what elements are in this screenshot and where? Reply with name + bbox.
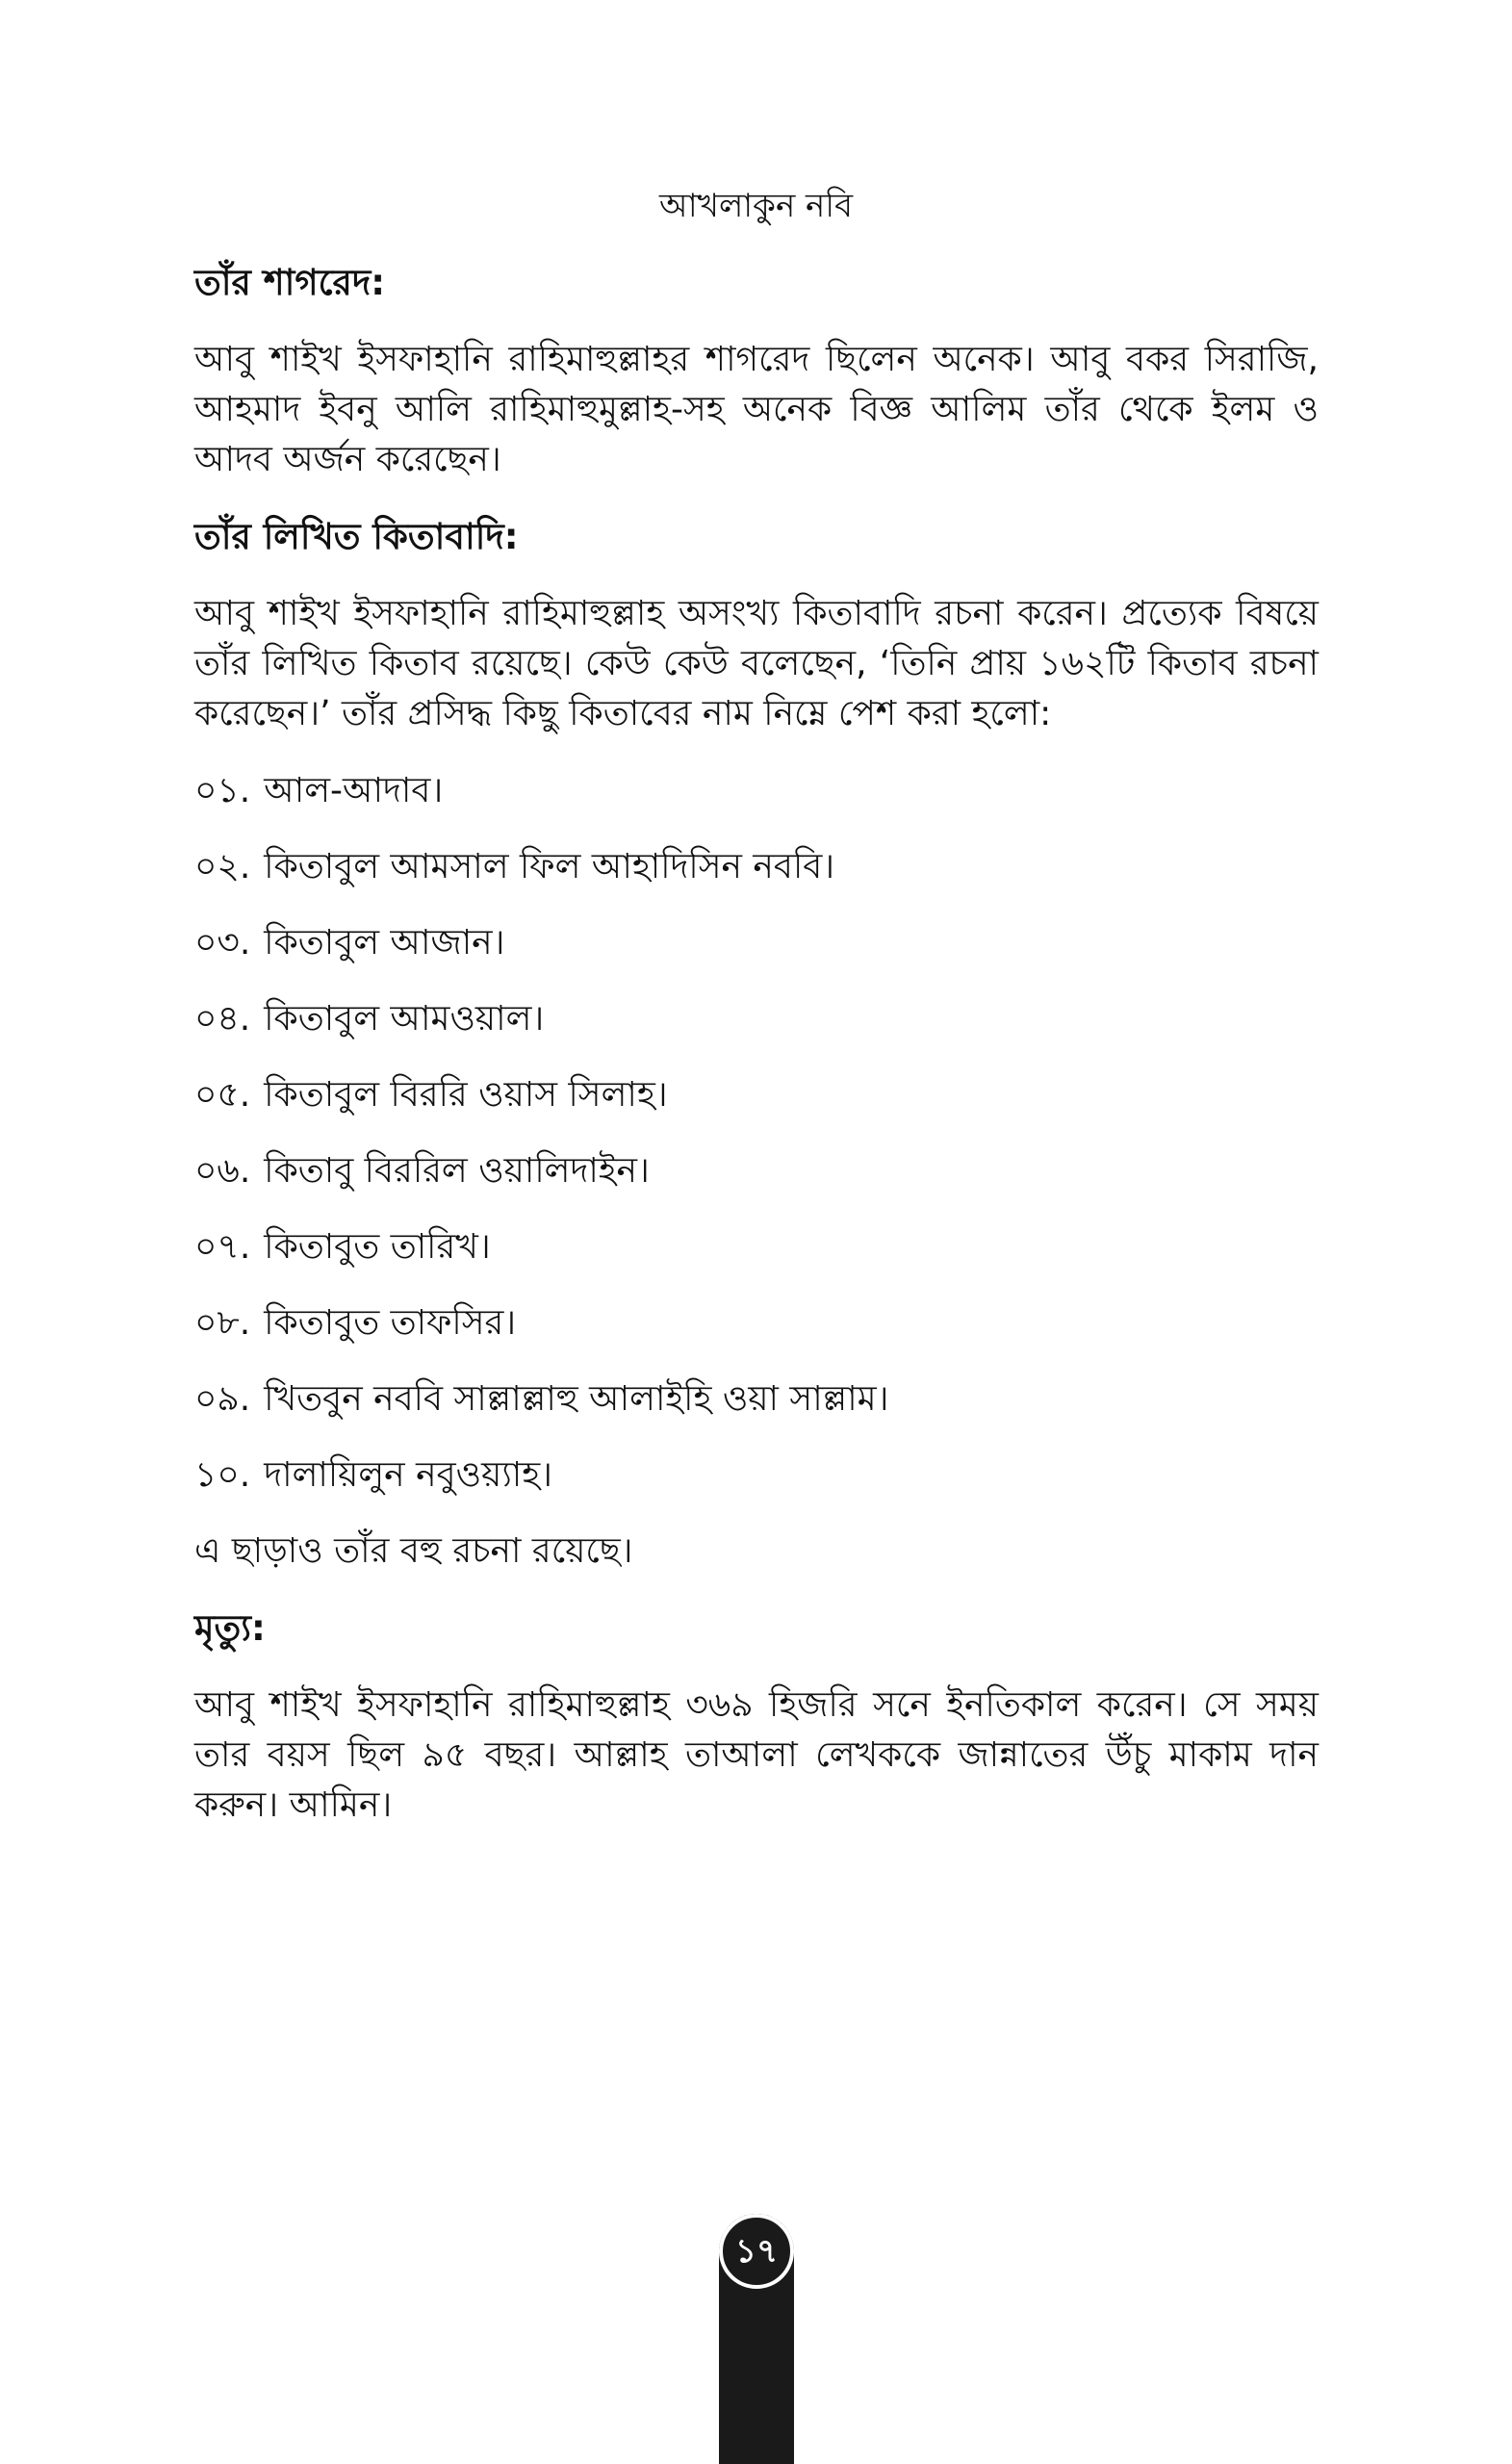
death-paragraph: আবু শাইখ ইসফাহানি রাহিমাহুল্লাহ ৩৬৯ হিজরি সনে ইনতিকাল করেন। সে সময় তার বয়স ছিল ৯৫ বছর। আল্লাহ তাআলা লেখককে জান্নাতের উঁচু মাকাম দান করুন। আমিন। — [194, 1685, 1319, 1825]
section-heading-students: তাঁর শাগরেদ: — [194, 262, 386, 303]
section-heading-books: তাঁর লিখিত কিতাবাদি: — [194, 516, 519, 557]
list-item-title: কিতাবু বিররিল ওয়ালিদাইন। — [264, 1151, 650, 1191]
list-item-title: কিতাবুল আমওয়াল। — [264, 999, 545, 1039]
list-item — [194, 1374, 1319, 1424]
list-item-title: কিতাবুত তারিখ। — [264, 1227, 491, 1267]
list-item-title: কিতাবুত তাফসির। — [264, 1303, 517, 1343]
book-list — [194, 766, 1319, 1501]
list-item-number: ০৯. — [194, 1379, 251, 1419]
list-item-number: ০৬. — [194, 1151, 251, 1191]
list-item — [194, 842, 1319, 892]
list-item — [194, 1070, 1319, 1120]
list-item-title: দালায়িলুন নবুওয়্যাহ। — [264, 1455, 552, 1495]
list-item — [194, 918, 1319, 968]
students-paragraph: আবু শাইখ ইসফাহানি রাহিমাহুল্লাহর শাগরেদ ছিলেন অনেক। আবু বকর সিরাজি, আহমাদ ইবনু আলি রাহিমাহুমুল্লাহ-সহ অনেক বিজ্ঞ আলিম তাঁর থেকে ইলম ও আদব অর্জন করেছেন। — [194, 340, 1319, 479]
books-paragraph: আবু শাইখ ইসফাহানি রাহিমাহুল্লাহ অসংখ্য কিতাবাদি রচনা করেন। প্রত্যেক বিষয়ে তাঁর লিখিত কিতাব রয়েছে। কেউ কেউ বলেছেন, ‘তিনি প্রায় ১৬২টি কিতাব রচনা করেছেন।’ তাঁর প্রসিদ্ধ কিছু কিতাবের নাম নিম্নে পেশ করা হলো: — [194, 594, 1319, 733]
list-item-number: ০৭. — [194, 1227, 251, 1267]
list-item-title: কিতাবুল আজান। — [264, 923, 505, 962]
list-item-number: ১০. — [194, 1455, 251, 1495]
list-item-title: কিতাবুল আমসাল ফিল আহাদিসিন নববি। — [264, 847, 835, 886]
page-content — [194, 258, 1319, 1858]
list-item-number: ০২. — [194, 847, 251, 886]
page-number-badge: ১৭ — [719, 2214, 794, 2289]
list-item-number: ০৮. — [194, 1303, 251, 1343]
list-item — [194, 1222, 1319, 1272]
list-item — [194, 1450, 1319, 1501]
list-item-number: ০৫. — [194, 1075, 251, 1115]
list-item — [194, 994, 1319, 1044]
section-heading-death: মৃত্যু: — [194, 1607, 266, 1649]
list-item-number: ০১. — [194, 771, 251, 810]
list-item-number: ০৩. — [194, 923, 251, 962]
list-item-title: খিতবুন নববি সাল্লাল্লাহু আলাইহি ওয়া সাল্লাম। — [264, 1379, 889, 1419]
list-item-title: কিতাবুল বিররি ওয়াস সিলাহ। — [264, 1075, 668, 1115]
list-item-number: ০৪. — [194, 999, 251, 1039]
running-header: আখলাকুন নবি — [658, 187, 853, 225]
list-item — [194, 1298, 1319, 1348]
list-item — [194, 766, 1319, 816]
list-item-title: আল-আদাব। — [264, 771, 444, 810]
list-item — [194, 1146, 1319, 1196]
books-closing-line: এ ছাড়াও তাঁর বহু রচনা রয়েছে। — [194, 1531, 633, 1571]
